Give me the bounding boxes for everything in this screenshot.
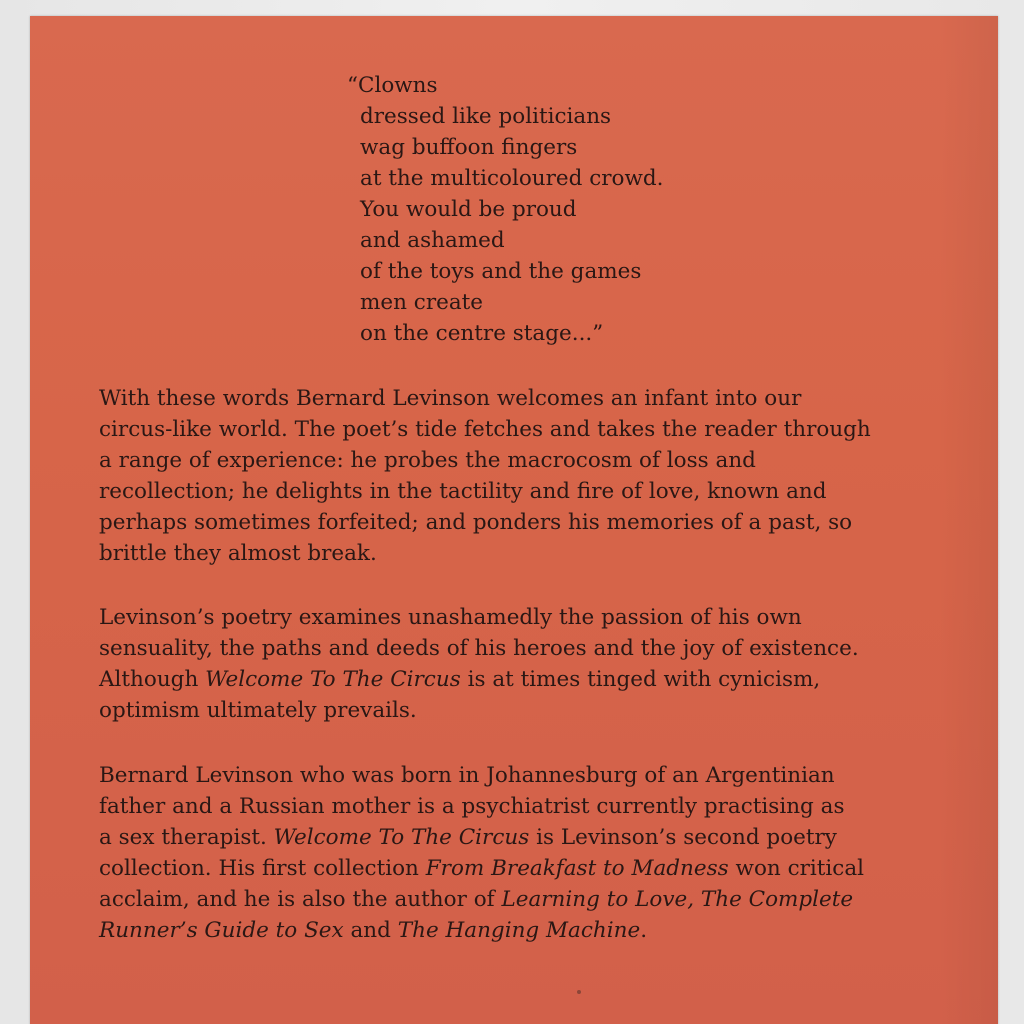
paragraph-line [99,664,859,695]
blurb-paragraph-1 [99,383,871,569]
paragraph-line [99,884,864,915]
paragraph-line: a range of experience: he probes the macrocosm of loss and [99,448,756,473]
book-title: Runner’s Guide to Sex [99,918,344,943]
text-run: and [343,918,398,943]
paragraph-line: father and a Russian mother is a psychiatrist currently practising as [99,794,845,819]
poem-line: and ashamed [360,228,505,253]
paragraph-line: recollection; he delights in the tactility and fire of love, known and [99,479,827,504]
paragraph-line: optimism ultimately prevails. [99,698,417,723]
blurb-paragraph-2 [99,602,859,726]
paragraph-line: perhaps sometimes forfeited; and ponders his memories of a past, so [99,510,853,535]
text-run: a sex therapist. [99,825,274,850]
paragraph-line [99,822,864,853]
paragraph-line [99,915,864,946]
poem-line: “Clowns [347,73,438,98]
poem-line: at the multicoloured crowd. [360,166,664,191]
paragraph-line: Levinson’s poetry examines unashamedly the passion of his own [99,605,802,630]
text-run: is at times tinged with cynicism, [460,667,821,692]
text-run: won critical [728,856,865,881]
book-title: Welcome To The Circus [205,667,461,692]
paragraph-line: Bernard Levinson who was born in Johannesburg of an Argentinian [99,763,835,788]
paper-speck [577,990,581,994]
paragraph-line: With these words Bernard Levinson welcomes an infant into our [99,386,802,411]
book-title: The Hanging Machine [397,918,641,943]
book-title: From Breakfast to Madness [425,856,729,881]
poem-line: men create [360,290,484,315]
author-bio-paragraph [99,760,864,946]
text-run: . [640,918,648,943]
paragraph-line: sensuality, the paths and deeds of his heroes and the joy of existence. [99,636,859,661]
poem-excerpt [347,70,663,349]
text-run: is Levinson’s second poetry [529,825,837,850]
poem-line: You would be proud [360,197,577,222]
paragraph-line: circus-like world. The poet’s tide fetches and takes the reader through [99,417,871,442]
text-run: collection. His first collection [99,856,426,881]
poem-line: wag buffoon fingers [360,135,578,160]
poem-line: on the centre stage...” [360,321,604,346]
book-title: Learning to Love, The Complete [501,887,854,912]
text-run: Although [99,667,206,692]
paragraph-line: brittle they almost break. [99,541,377,566]
paragraph-line [99,853,864,884]
text-run: acclaim, and he is also the author of [99,887,502,912]
poem-line: dressed like politicians [360,104,612,129]
poem-line: of the toys and the games [360,259,642,284]
book-title: Welcome To The Circus [273,825,530,850]
